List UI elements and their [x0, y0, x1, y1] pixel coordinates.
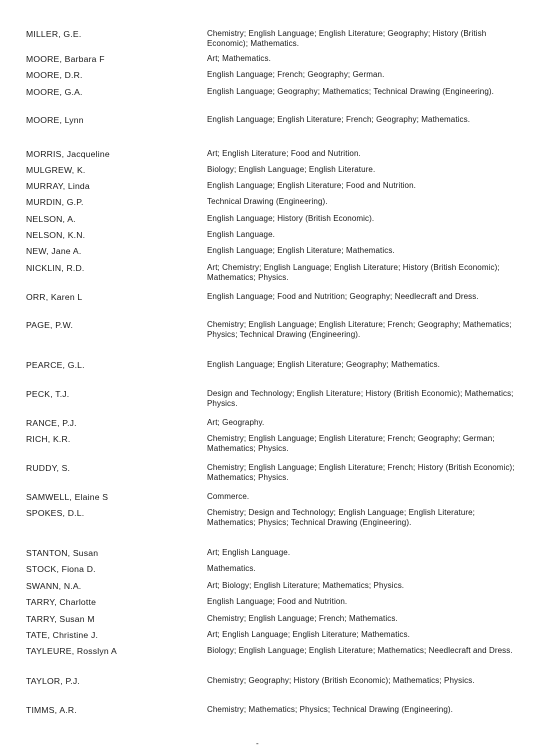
- candidate-name: PAGE, P.W.: [26, 320, 74, 330]
- candidate-name: NEW, Jane A.: [26, 246, 82, 256]
- candidate-subjects: Chemistry; English Language; English Literature; French; Geography; Mathematics; Physics; Technical Drawing (Engineering).: [207, 320, 512, 339]
- candidate-subjects: Chemistry; Mathematics; Physics; Technical Drawing (Engineering).: [207, 705, 453, 714]
- candidate-subjects: Technical Drawing (Engineering).: [207, 197, 328, 206]
- candidate-name: MILLER, G.E.: [26, 29, 82, 39]
- candidate-subjects: Mathematics.: [207, 564, 256, 573]
- candidate-subjects: English Language; History (British Economic).: [207, 214, 375, 223]
- candidate-subjects: English Language; Food and Nutrition; Geography; Needlecraft and Dress.: [207, 292, 479, 301]
- candidate-name: SPOKES, D.L.: [26, 508, 85, 518]
- page-footer-mark: -: [256, 739, 259, 748]
- candidate-name: TATE, Christine J.: [26, 630, 99, 640]
- candidate-name: PECK, T.J.: [26, 389, 70, 399]
- candidate-name: TAYLOR, P.J.: [26, 676, 80, 686]
- candidate-subjects: Chemistry; Design and Technology; English Language; English Literature; Mathematics; Physics; Technical Drawing (Engineering).: [207, 508, 475, 527]
- candidate-subjects: Art; Geography.: [207, 418, 265, 427]
- candidate-name: NELSON, K.N.: [26, 230, 86, 240]
- candidate-subjects: Biology; English Language; English Literature.: [207, 165, 376, 174]
- candidate-name: MULGREW, K.: [26, 165, 86, 175]
- candidate-subjects: Art; English Language; English Literature; Mathematics.: [207, 630, 410, 639]
- candidate-name: NELSON, A.: [26, 214, 76, 224]
- candidate-subjects: Art; English Language.: [207, 548, 291, 557]
- candidate-subjects: Commerce.: [207, 492, 250, 501]
- candidate-name: MOORE, Barbara F: [26, 54, 105, 64]
- candidate-subjects: English Language.: [207, 230, 275, 239]
- candidate-subjects: Chemistry; English Language; English Literature; Geography; History (British Economic); Mathematics.: [207, 29, 487, 48]
- candidate-name: TARRY, Charlotte: [26, 597, 97, 607]
- candidate-subjects: Chemistry; English Language; English Literature; French; Geography; German; Mathematics; Physics.: [207, 434, 495, 453]
- candidate-subjects: Chemistry; English Language; French; Mathematics.: [207, 614, 398, 623]
- candidate-subjects: Biology; English Language; English Literature; Mathematics; Needlecraft and Dress.: [207, 646, 513, 655]
- candidate-subjects: English Language; English Literature; Food and Nutrition.: [207, 181, 416, 190]
- candidate-name: NICKLIN, R.D.: [26, 263, 85, 273]
- candidate-subjects: Art; Biology; English Literature; Mathematics; Physics.: [207, 581, 405, 590]
- candidate-subjects: Design and Technology; English Literature; History (British Economic); Mathematics; Physics.: [207, 389, 514, 408]
- candidate-name: TIMMS, A.R.: [26, 705, 77, 715]
- candidate-subjects: English Language; English Literature; French; Geography; Mathematics.: [207, 115, 471, 124]
- candidate-subjects: Art; Mathematics.: [207, 54, 271, 63]
- candidate-name: MURRAY, Linda: [26, 181, 90, 191]
- candidate-subjects: Chemistry; Geography; History (British Economic); Mathematics; Physics.: [207, 676, 475, 685]
- candidate-name: MURDIN, G.P.: [26, 197, 84, 207]
- candidate-name: PEARCE, G.L.: [26, 360, 85, 370]
- candidate-subjects: English Language; Geography; Mathematics; Technical Drawing (Engineering).: [207, 87, 494, 96]
- candidate-name: TARRY, Susan M: [26, 614, 95, 624]
- candidate-subjects: English Language; Food and Nutrition.: [207, 597, 348, 606]
- candidate-subjects: Chemistry; English Language; English Literature; French; History (British Economic); Mathematics; Physics.: [207, 463, 515, 482]
- candidate-name: SWANN, N.A.: [26, 581, 82, 591]
- candidate-subjects: English Language; English Literature; Mathematics.: [207, 246, 395, 255]
- candidate-name: RUDDY, S.: [26, 463, 71, 473]
- candidate-subjects: Art; English Literature; Food and Nutrition.: [207, 149, 361, 158]
- candidate-name: MORRIS, Jacqueline: [26, 149, 110, 159]
- candidate-name: SAMWELL, Elaine S: [26, 492, 109, 502]
- candidate-name: ORR, Karen L: [26, 292, 83, 302]
- candidate-name: STANTON, Susan: [26, 548, 99, 558]
- candidate-name: MOORE, D.R.: [26, 70, 83, 80]
- candidate-name: RANCE, P.J.: [26, 418, 77, 428]
- candidate-name: MOORE, G.A.: [26, 87, 83, 97]
- candidate-name: RICH, K.R.: [26, 434, 71, 444]
- candidate-subjects: Art; Chemistry; English Language; English Literature; History (British Economic); Mathematics; Physics.: [207, 263, 500, 282]
- candidate-name: STOCK, Fiona D.: [26, 564, 96, 574]
- candidate-subjects: English Language; English Literature; Geography; Mathematics.: [207, 360, 440, 369]
- candidate-name: MOORE, Lynn: [26, 115, 84, 125]
- candidate-name: TAYLEURE, Rosslyn A: [26, 646, 117, 656]
- candidate-subjects: English Language; French; Geography; German.: [207, 70, 385, 79]
